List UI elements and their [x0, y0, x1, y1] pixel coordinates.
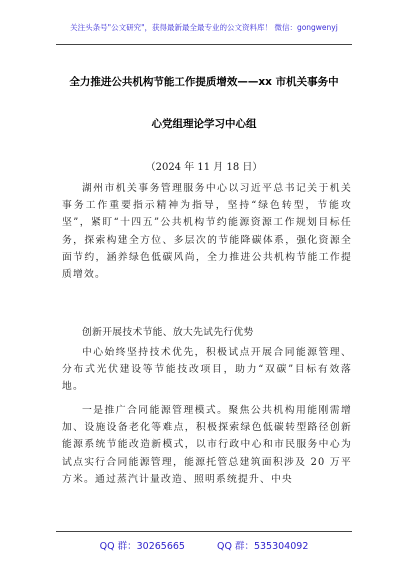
body-paragraph-intro: 湖州市机关事务管理服务中心以习近平总书记关于机关事务工作重要指示精神为指导，坚持“绿色转型，节能攻坚”，紧盯“十四五”公共机构节约能源资源工作规划目标任务，探索构建全方位、多层次的节能降碳体系，强化资源全面节约，涵养绿色低碳风尚，全力推进公共机构节能工作提质增效。 — [62, 183, 352, 281]
document-title-line-2: 心党组理论学习中心组 — [151, 118, 257, 130]
header-banner: 关注头条号"公文研究"，获得最新最全最专业的公文资料库！ 微信：gongwenyj — [70, 23, 338, 32]
body-paragraph-3: 一是推广合同能源管理模式。聚焦公共机构用能刚需增加、设施设备老化等难点，积极探索绿色低碳转型路径创新能源系统节能改造新模式，以市行政中心和市民服务中心为试点实行合同能源管理，能源托管总建筑面积涉及 20 万平方米。通过蒸汽计量改造、照明系统提升、中央 — [62, 405, 352, 485]
footer-divider — [56, 531, 352, 532]
document-date: （2024 年 11 月 18 日） — [145, 162, 263, 173]
header-divider — [56, 44, 352, 45]
body-paragraph-2: 中心始终坚持技术优先，积极试点开展合同能源管理、分布式光伏建设等节能技改项目，助力“双碳”目标有效落地。 — [62, 347, 352, 393]
footer-qq-group-1: QQ 群：30265665 — [99, 541, 185, 552]
footer — [0, 538, 408, 552]
document-title-line-1: 全力推进公共机构节能工作提质增效——xx 市机关事务中 — [69, 76, 339, 88]
footer-qq-group-2: QQ 群：535304092 — [216, 541, 309, 552]
section-heading: 创新开展技术节能、放大先试先行优势 — [82, 327, 254, 338]
